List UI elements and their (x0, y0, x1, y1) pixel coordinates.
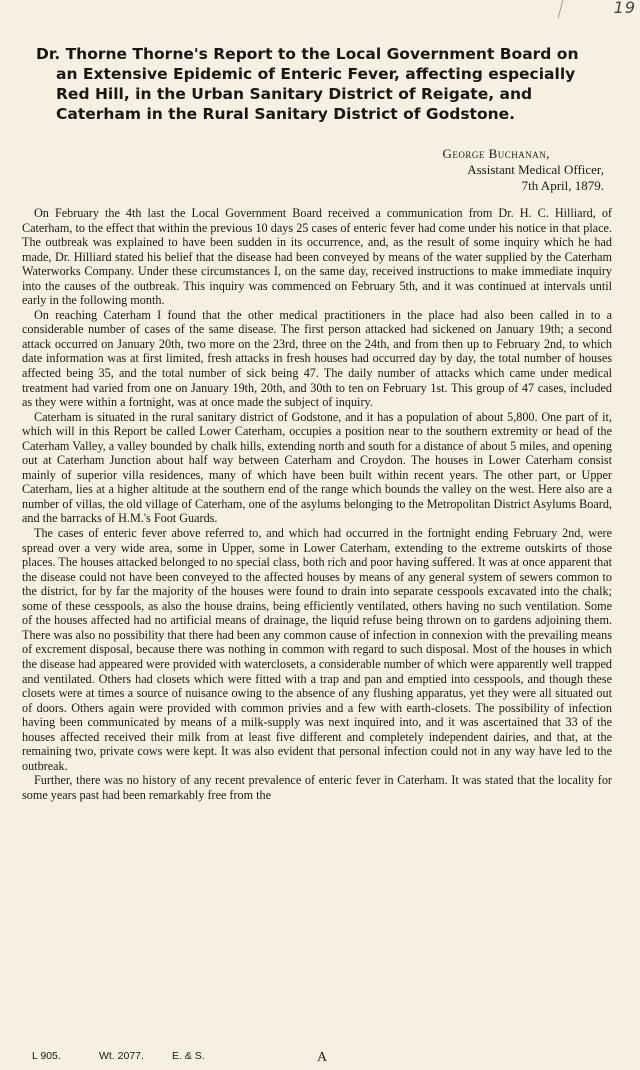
footer-printer: E. & S. (172, 1050, 205, 1062)
paragraph-1: On February the 4th last the Local Government Board received a communication from Dr. H. C. Hilliard, of Caterham, to the effect that within the previous 10 days 25 cases of enteric fever had come under his notice in that place. The outbreak was explained to have been sudden in its occurrence, and, as the result of some inquiry which he had made, Dr. Hilliard stated his belief that the disease had been conveyed by means of the water supplied by the Caterham Waterworks Company. Under these circumstances I, on the same day, received instructions to make immediate inquiry into the causes of the outbreak. This inquiry was commenced on February 5th, and it was continued at intervals until early in the following month. (22, 206, 612, 308)
title-line-4: Caterham in the Rural Sanitary District of Godstone. (56, 105, 516, 123)
paragraph-4: The cases of enteric fever above referred to, and which had occurred in the fortnight ending February 2nd, were spread over a very wide area, some in Upper, some in Lower Caterham, extending to the extreme outskirts of those places. The houses attacked belonged to no special class, both rich and poor having suffered. It was at once apparent that the disease could not have been conveyed to the affected houses by means of any general system of sewers common to the district, for by far the majority of the houses were found to drain into separate cesspools excavated into the chalk; some of these cesspools, as also the house drains, being efficiently ventilated, others having no such ventilation. Some of the houses affected had no artificial means of drainage, the liquid refuse being thrown on to gardens adjoining them. There was also no possibility that there had been any common cause of infection in connexion with the prevailing means of excrement disposal, because there was nothing in common with regard to such disposal. Most of the houses in which the disease had appeared were provided with waterclosets, a considerable number of which were apparently well trapped and ventilated. Others had closets which were fitted with a trap and pan and emptied into cesspools, and though these closets were at times a source of nuisance owing to the absence of any flushing apparatus, yet they were all situated out of doors. Others again were provided with common privies and a few with earth-closets. The possibility of infection having been communicated by means of a milk-supply was next inquired into, and it was ascertained that 33 of the houses affected received their milk from at least five different and completely independent dairies, and that, at the remaining two, private cows were kept. It was also evident that personal infection could not in any way have led to the outbreak. (22, 526, 612, 773)
title-line-1: Dr. Thorne Thorne's Report to the Local Government Board on (36, 45, 579, 63)
footer-signature-mark: A (317, 1050, 328, 1065)
paragraph-2: On reaching Caterham I found that the other medical practitioners in the place had also been called in to a considerable number of cases of the same disease. The first person attacked had sickened on January 19th; a second attack occurred on January 20th, two more on the 23rd, three on the 24th, and from then up to February 2nd, to which date information was at first limited, fresh attacks in fresh houses had occurred day by day, the total number of houses affected being 35, and the total number of sick being 47. The daily number of attacks which came under medical treatment had varied from one on January 19th, 20th, and 30th to ten on February 1st. This group of 47 cases, included as they were within a fortnight, was at once made the subject of inquiry. (22, 307, 612, 410)
title-line-3: Red Hill, in the Urban Sanitary District of Reigate, and (56, 85, 533, 103)
paragraph-5: Further, there was no history of any recent prevalence of enteric fever in Caterham. It was stated that the locality for some years past had been remarkably free from the (22, 773, 612, 802)
pencil-mark (558, 0, 590, 18)
signature-block (442, 146, 604, 194)
footer-reference: L 905. (32, 1050, 61, 1062)
signature-date: 7th April, 1879. (521, 178, 604, 193)
report-title (36, 44, 606, 124)
report-body (22, 206, 612, 802)
signatory-name: George Buchanan, (442, 146, 550, 161)
signatory-role: Assistant Medical Officer, (467, 162, 604, 177)
title-line-2: an Extensive Epidemic of Enteric Fever, affecting especially (56, 65, 576, 83)
paragraph-3: Caterham is situated in the rural sanitary district of Godstone, and it has a population of about 5,800. One part of it, which will in this Report be called Lower Caterham, occupies a position near to the southern extremity or head of the Caterham Valley, a valley bounded by chalk hills, extending north and south for a distance of about 5 miles, and opening out at Caterham Junction about half way between Caterham and Croydon. The houses in Lower Caterham consist mainly of superior villa residences, many of which have been built within recent years. The other part, or Upper Caterham, lies at a higher altitude at the southern end of the range which bounds the valley on the west. Here also are a number of villas, the old village of Caterham, one of the asylums belonging to the Metropolitan District Asylums Board, and the barracks of H.M.'s Foot Guards. (22, 409, 612, 526)
page-number-annotation: 19 (613, 0, 636, 17)
footer-weight: Wt. 2077. (99, 1050, 144, 1062)
